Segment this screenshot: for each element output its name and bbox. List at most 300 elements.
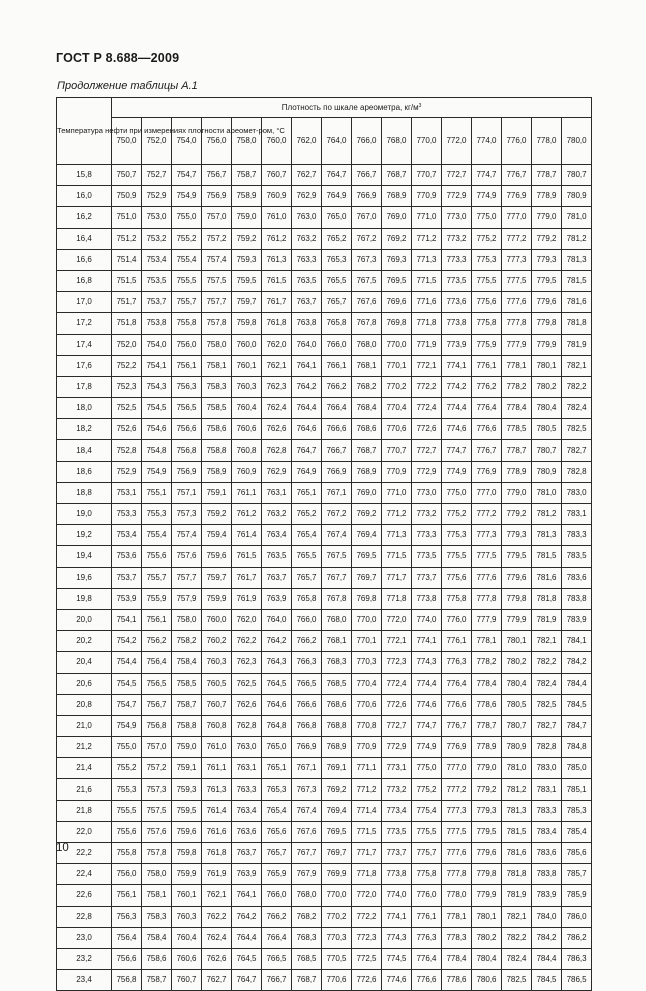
density-value-cell: 783,9 bbox=[562, 609, 592, 630]
temperature-cell: 21,2 bbox=[57, 737, 112, 758]
density-value-cell: 766,6 bbox=[292, 694, 322, 715]
density-value-cell: 763,8 bbox=[292, 313, 322, 334]
density-value-cell: 775,7 bbox=[412, 843, 442, 864]
temperature-cell: 18,0 bbox=[57, 398, 112, 419]
density-value-cell: 781,0 bbox=[562, 207, 592, 228]
density-value-cell: 764,7 bbox=[292, 440, 322, 461]
density-value-cell: 774,3 bbox=[382, 927, 412, 948]
density-value-cell: 780,2 bbox=[532, 376, 562, 397]
density-value-cell: 756,4 bbox=[142, 652, 172, 673]
density-value-cell: 782,1 bbox=[562, 355, 592, 376]
density-value-cell: 777,6 bbox=[442, 843, 472, 864]
density-value-cell: 757,8 bbox=[142, 843, 172, 864]
density-value-cell: 755,2 bbox=[112, 758, 142, 779]
density-value-cell: 783,8 bbox=[532, 864, 562, 885]
density-value-cell: 766,9 bbox=[322, 461, 352, 482]
density-value-cell: 764,9 bbox=[292, 461, 322, 482]
density-value-cell: 779,9 bbox=[472, 885, 502, 906]
density-value-cell: 780,7 bbox=[532, 440, 562, 461]
temperature-cell: 17,4 bbox=[57, 334, 112, 355]
density-value-cell: 767,8 bbox=[352, 313, 382, 334]
density-value-cell: 772,6 bbox=[382, 694, 412, 715]
density-value-cell: 763,5 bbox=[262, 546, 292, 567]
density-value-cell: 776,3 bbox=[412, 927, 442, 948]
density-header-cell: 770,0 bbox=[412, 118, 442, 165]
density-value-cell: 755,5 bbox=[172, 270, 202, 291]
density-value-cell: 774,1 bbox=[382, 906, 412, 927]
density-value-cell: 766,7 bbox=[262, 970, 292, 991]
density-value-cell: 758,4 bbox=[142, 927, 172, 948]
density-value-cell: 756,1 bbox=[142, 609, 172, 630]
density-value-cell: 761,4 bbox=[232, 525, 262, 546]
density-value-cell: 781,3 bbox=[532, 525, 562, 546]
density-value-cell: 761,5 bbox=[232, 546, 262, 567]
density-value-cell: 763,7 bbox=[262, 567, 292, 588]
density-value-cell: 784,0 bbox=[532, 906, 562, 927]
density-value-cell: 771,8 bbox=[352, 864, 382, 885]
density-value-cell: 757,0 bbox=[142, 737, 172, 758]
density-value-cell: 776,1 bbox=[442, 631, 472, 652]
density-value-cell: 775,0 bbox=[472, 207, 502, 228]
density-value-cell: 779,8 bbox=[472, 864, 502, 885]
density-value-cell: 754,7 bbox=[172, 165, 202, 186]
density-value-cell: 764,4 bbox=[232, 927, 262, 948]
density-value-cell: 760,4 bbox=[232, 398, 262, 419]
density-value-cell: 761,2 bbox=[232, 504, 262, 525]
density-value-cell: 766,9 bbox=[352, 186, 382, 207]
density-value-cell: 769,9 bbox=[322, 864, 352, 885]
density-value-cell: 751,7 bbox=[112, 292, 142, 313]
density-value-cell: 757,1 bbox=[172, 482, 202, 503]
density-value-cell: 777,8 bbox=[442, 864, 472, 885]
density-value-cell: 769,0 bbox=[352, 482, 382, 503]
density-value-cell: 764,8 bbox=[262, 715, 292, 736]
density-value-cell: 760,9 bbox=[262, 186, 292, 207]
density-value-cell: 775,2 bbox=[472, 228, 502, 249]
table-row bbox=[57, 419, 592, 440]
density-value-cell: 764,7 bbox=[322, 165, 352, 186]
density-value-cell: 751,4 bbox=[112, 249, 142, 270]
density-value-cell: 775,2 bbox=[412, 779, 442, 800]
density-value-cell: 783,1 bbox=[562, 504, 592, 525]
density-value-cell: 783,3 bbox=[562, 525, 592, 546]
density-value-cell: 763,9 bbox=[232, 864, 262, 885]
density-value-cell: 767,4 bbox=[292, 800, 322, 821]
density-value-cell: 773,2 bbox=[412, 504, 442, 525]
density-value-cell: 756,1 bbox=[112, 885, 142, 906]
temperature-cell: 22,0 bbox=[57, 821, 112, 842]
density-value-cell: 751,5 bbox=[112, 270, 142, 291]
density-value-cell: 768,3 bbox=[292, 927, 322, 948]
density-value-cell: 773,0 bbox=[442, 207, 472, 228]
density-value-cell: 781,2 bbox=[502, 779, 532, 800]
density-value-cell: 780,5 bbox=[502, 694, 532, 715]
density-value-cell: 784,7 bbox=[562, 715, 592, 736]
density-value-cell: 767,7 bbox=[322, 567, 352, 588]
temperature-cell: 20,8 bbox=[57, 694, 112, 715]
density-value-cell: 779,6 bbox=[502, 567, 532, 588]
density-value-cell: 777,6 bbox=[502, 292, 532, 313]
density-header-cell: 776,0 bbox=[502, 118, 532, 165]
density-value-cell: 779,5 bbox=[502, 546, 532, 567]
density-value-cell: 770,2 bbox=[322, 906, 352, 927]
density-value-cell: 766,4 bbox=[262, 927, 292, 948]
temperature-cell: 17,2 bbox=[57, 313, 112, 334]
density-value-cell: 777,8 bbox=[502, 313, 532, 334]
density-value-cell: 761,0 bbox=[262, 207, 292, 228]
density-value-cell: 758,6 bbox=[202, 419, 232, 440]
table-row bbox=[57, 355, 592, 376]
temperature-cell: 20,0 bbox=[57, 609, 112, 630]
density-value-cell: 761,4 bbox=[202, 800, 232, 821]
density-value-cell: 779,5 bbox=[472, 821, 502, 842]
temperature-cell: 21,6 bbox=[57, 779, 112, 800]
density-value-cell: 776,9 bbox=[502, 186, 532, 207]
density-value-cell: 760,0 bbox=[232, 334, 262, 355]
density-value-cell: 784,2 bbox=[532, 927, 562, 948]
density-value-cell: 770,0 bbox=[352, 609, 382, 630]
density-value-cell: 781,5 bbox=[502, 821, 532, 842]
density-value-cell: 783,0 bbox=[562, 482, 592, 503]
density-value-cell: 764,9 bbox=[322, 186, 352, 207]
density-value-cell: 772,7 bbox=[382, 715, 412, 736]
density-value-cell: 763,2 bbox=[262, 504, 292, 525]
density-value-cell: 768,6 bbox=[352, 419, 382, 440]
density-value-cell: 774,6 bbox=[442, 419, 472, 440]
temperature-column-header: Температура нефти при измерениях плотности ареомет-ром, °С bbox=[57, 98, 112, 165]
density-value-cell: 758,3 bbox=[202, 376, 232, 397]
table-row bbox=[57, 461, 592, 482]
density-value-cell: 767,4 bbox=[322, 525, 352, 546]
temperature-cell: 23,0 bbox=[57, 927, 112, 948]
density-value-cell: 767,8 bbox=[322, 588, 352, 609]
density-value-cell: 761,6 bbox=[202, 821, 232, 842]
density-value-cell: 767,6 bbox=[352, 292, 382, 313]
density-value-cell: 772,9 bbox=[382, 737, 412, 758]
density-value-cell: 782,4 bbox=[532, 673, 562, 694]
density-value-cell: 786,5 bbox=[562, 970, 592, 991]
density-value-cell: 780,6 bbox=[472, 970, 502, 991]
density-value-cell: 774,2 bbox=[442, 376, 472, 397]
density-value-cell: 761,9 bbox=[202, 864, 232, 885]
density-header-cell: 756,0 bbox=[202, 118, 232, 165]
density-value-cell: 760,8 bbox=[232, 440, 262, 461]
density-value-cell: 783,4 bbox=[532, 821, 562, 842]
density-value-cell: 764,6 bbox=[262, 694, 292, 715]
density-value-cell: 780,1 bbox=[502, 631, 532, 652]
density-value-cell: 756,8 bbox=[172, 440, 202, 461]
table-row bbox=[57, 567, 592, 588]
density-value-cell: 770,7 bbox=[382, 440, 412, 461]
density-value-cell: 770,6 bbox=[382, 419, 412, 440]
density-value-cell: 768,5 bbox=[292, 948, 322, 969]
density-value-cell: 780,4 bbox=[532, 398, 562, 419]
density-value-cell: 782,5 bbox=[502, 970, 532, 991]
density-value-cell: 769,6 bbox=[382, 292, 412, 313]
density-value-cell: 759,3 bbox=[232, 249, 262, 270]
density-value-cell: 759,1 bbox=[202, 482, 232, 503]
density-value-cell: 786,2 bbox=[562, 927, 592, 948]
density-value-cell: 776,7 bbox=[442, 715, 472, 736]
temperature-cell: 16,4 bbox=[57, 228, 112, 249]
density-value-cell: 780,4 bbox=[502, 673, 532, 694]
table-row bbox=[57, 843, 592, 864]
density-value-cell: 783,3 bbox=[532, 800, 562, 821]
table-row bbox=[57, 737, 592, 758]
temperature-cell: 22,6 bbox=[57, 885, 112, 906]
density-value-cell: 774,9 bbox=[442, 461, 472, 482]
density-value-cell: 771,0 bbox=[382, 482, 412, 503]
density-value-cell: 779,9 bbox=[502, 609, 532, 630]
density-value-cell: 777,6 bbox=[472, 567, 502, 588]
density-value-cell: 758,3 bbox=[142, 906, 172, 927]
density-value-cell: 758,0 bbox=[142, 864, 172, 885]
density-value-cell: 774,4 bbox=[442, 398, 472, 419]
density-value-cell: 758,9 bbox=[232, 186, 262, 207]
density-value-cell: 761,8 bbox=[202, 843, 232, 864]
density-value-cell: 755,4 bbox=[142, 525, 172, 546]
density-value-cell: 770,4 bbox=[352, 673, 382, 694]
density-value-cell: 760,7 bbox=[172, 970, 202, 991]
density-value-cell: 754,1 bbox=[112, 609, 142, 630]
density-value-cell: 752,0 bbox=[112, 334, 142, 355]
density-value-cell: 756,6 bbox=[112, 948, 142, 969]
density-value-cell: 766,7 bbox=[352, 165, 382, 186]
density-value-cell: 756,0 bbox=[112, 864, 142, 885]
temperature-cell: 19,2 bbox=[57, 525, 112, 546]
density-value-cell: 781,9 bbox=[502, 885, 532, 906]
density-value-cell: 780,4 bbox=[472, 948, 502, 969]
density-value-cell: 775,6 bbox=[472, 292, 502, 313]
density-value-cell: 762,9 bbox=[262, 461, 292, 482]
density-value-cell: 774,7 bbox=[472, 165, 502, 186]
density-table bbox=[56, 97, 592, 991]
density-value-cell: 757,6 bbox=[172, 546, 202, 567]
density-value-cell: 771,2 bbox=[382, 504, 412, 525]
density-value-cell: 785,0 bbox=[562, 758, 592, 779]
density-value-cell: 770,6 bbox=[322, 970, 352, 991]
density-value-cell: 759,0 bbox=[172, 737, 202, 758]
density-value-cell: 765,9 bbox=[262, 864, 292, 885]
density-header-cell: 758,0 bbox=[232, 118, 262, 165]
density-value-cell: 779,0 bbox=[502, 482, 532, 503]
table-row bbox=[57, 948, 592, 969]
density-value-cell: 771,6 bbox=[412, 292, 442, 313]
density-value-cell: 770,6 bbox=[352, 694, 382, 715]
density-value-cell: 753,9 bbox=[112, 588, 142, 609]
density-value-cell: 773,1 bbox=[382, 758, 412, 779]
density-value-cell: 751,0 bbox=[112, 207, 142, 228]
density-value-cell: 757,7 bbox=[172, 567, 202, 588]
density-value-cell: 778,9 bbox=[502, 461, 532, 482]
density-value-cell: 773,8 bbox=[412, 588, 442, 609]
density-value-cell: 764,4 bbox=[292, 398, 322, 419]
density-value-cell: 770,7 bbox=[412, 165, 442, 186]
density-value-cell: 750,9 bbox=[112, 186, 142, 207]
density-value-cell: 774,6 bbox=[382, 970, 412, 991]
density-value-cell: 774,9 bbox=[472, 186, 502, 207]
density-group-header bbox=[112, 98, 592, 118]
table-row bbox=[57, 504, 592, 525]
table-row bbox=[57, 800, 592, 821]
density-value-cell: 758,0 bbox=[172, 609, 202, 630]
density-value-cell: 754,4 bbox=[112, 652, 142, 673]
density-value-cell: 780,1 bbox=[472, 906, 502, 927]
density-value-cell: 755,4 bbox=[172, 249, 202, 270]
density-value-cell: 757,3 bbox=[142, 779, 172, 800]
density-value-cell: 766,8 bbox=[292, 715, 322, 736]
density-value-cell: 765,6 bbox=[262, 821, 292, 842]
density-value-cell: 777,9 bbox=[472, 609, 502, 630]
density-value-cell: 765,8 bbox=[322, 313, 352, 334]
density-value-cell: 769,2 bbox=[322, 779, 352, 800]
density-value-cell: 764,1 bbox=[232, 885, 262, 906]
density-value-cell: 781,3 bbox=[502, 800, 532, 821]
density-value-cell: 760,1 bbox=[172, 885, 202, 906]
density-value-cell: 778,5 bbox=[502, 419, 532, 440]
density-value-cell: 774,7 bbox=[442, 440, 472, 461]
density-value-cell: 760,0 bbox=[202, 609, 232, 630]
density-value-cell: 766,9 bbox=[292, 737, 322, 758]
density-value-cell: 779,0 bbox=[472, 758, 502, 779]
density-value-cell: 765,3 bbox=[322, 249, 352, 270]
density-value-cell: 774,1 bbox=[412, 631, 442, 652]
density-header-cell: 764,0 bbox=[322, 118, 352, 165]
density-value-cell: 768,1 bbox=[322, 631, 352, 652]
table-row bbox=[57, 186, 592, 207]
density-value-cell: 758,2 bbox=[172, 631, 202, 652]
temperature-cell: 22,8 bbox=[57, 906, 112, 927]
density-value-cell: 753,7 bbox=[112, 567, 142, 588]
density-value-cell: 761,3 bbox=[262, 249, 292, 270]
density-value-cell: 756,9 bbox=[172, 461, 202, 482]
density-value-cell: 770,9 bbox=[412, 186, 442, 207]
density-value-cell: 769,4 bbox=[352, 525, 382, 546]
density-value-cell: 754,7 bbox=[112, 694, 142, 715]
density-value-cell: 771,5 bbox=[352, 821, 382, 842]
density-value-cell: 765,1 bbox=[292, 482, 322, 503]
density-value-cell: 770,0 bbox=[322, 885, 352, 906]
density-value-cell: 772,1 bbox=[412, 355, 442, 376]
density-value-cell: 782,2 bbox=[502, 927, 532, 948]
table-row bbox=[57, 758, 592, 779]
density-value-cell: 785,1 bbox=[562, 779, 592, 800]
density-value-cell: 762,9 bbox=[292, 186, 322, 207]
density-value-cell: 764,2 bbox=[262, 631, 292, 652]
density-value-cell: 759,6 bbox=[202, 546, 232, 567]
density-value-cell: 782,7 bbox=[532, 715, 562, 736]
table-continuation-caption: Продолжение таблицы А.1 bbox=[57, 80, 198, 92]
density-value-cell: 757,6 bbox=[142, 821, 172, 842]
density-value-cell: 776,4 bbox=[472, 398, 502, 419]
density-value-cell: 754,5 bbox=[142, 398, 172, 419]
density-value-cell: 779,3 bbox=[532, 249, 562, 270]
density-value-cell: 771,4 bbox=[352, 800, 382, 821]
density-value-cell: 780,2 bbox=[502, 652, 532, 673]
density-value-cell: 768,8 bbox=[322, 715, 352, 736]
table-row bbox=[57, 821, 592, 842]
density-value-cell: 769,1 bbox=[322, 758, 352, 779]
density-value-cell: 754,5 bbox=[112, 673, 142, 694]
density-value-cell: 782,2 bbox=[532, 652, 562, 673]
density-header-cell: 778,0 bbox=[532, 118, 562, 165]
density-value-cell: 769,2 bbox=[382, 228, 412, 249]
temperature-cell: 19,8 bbox=[57, 588, 112, 609]
density-value-cell: 771,5 bbox=[412, 270, 442, 291]
density-header-cell: 766,0 bbox=[352, 118, 382, 165]
density-value-cell: 766,5 bbox=[292, 673, 322, 694]
density-value-cell: 785,3 bbox=[562, 800, 592, 821]
density-value-cell: 765,8 bbox=[292, 588, 322, 609]
density-value-cell: 758,1 bbox=[142, 885, 172, 906]
density-value-cell: 768,7 bbox=[352, 440, 382, 461]
density-header-cell: 760,0 bbox=[262, 118, 292, 165]
density-value-cell: 780,7 bbox=[562, 165, 592, 186]
density-value-cell: 764,5 bbox=[232, 948, 262, 969]
density-value-cell: 778,3 bbox=[442, 927, 472, 948]
density-value-cell: 765,7 bbox=[322, 292, 352, 313]
density-value-cell: 761,2 bbox=[262, 228, 292, 249]
density-value-cell: 752,9 bbox=[112, 461, 142, 482]
temperature-cell: 19,4 bbox=[57, 546, 112, 567]
density-value-cell: 759,5 bbox=[232, 270, 262, 291]
density-value-cell: 750,7 bbox=[112, 165, 142, 186]
density-value-cell: 754,0 bbox=[142, 334, 172, 355]
density-value-cell: 782,8 bbox=[532, 737, 562, 758]
density-value-cell: 753,0 bbox=[142, 207, 172, 228]
density-value-cell: 761,1 bbox=[202, 758, 232, 779]
density-value-cell: 768,1 bbox=[352, 355, 382, 376]
density-value-cell: 762,3 bbox=[232, 652, 262, 673]
table-row bbox=[57, 249, 592, 270]
density-value-cell: 771,5 bbox=[382, 546, 412, 567]
density-header-cell: 752,0 bbox=[142, 118, 172, 165]
density-value-cell: 776,1 bbox=[472, 355, 502, 376]
density-value-cell: 762,8 bbox=[262, 440, 292, 461]
density-value-cell: 782,7 bbox=[562, 440, 592, 461]
table-row bbox=[57, 376, 592, 397]
density-value-cell: 778,2 bbox=[472, 652, 502, 673]
density-value-cell: 762,7 bbox=[292, 165, 322, 186]
temperature-cell: 15,8 bbox=[57, 165, 112, 186]
density-value-cell: 772,7 bbox=[442, 165, 472, 186]
density-value-cell: 775,5 bbox=[412, 821, 442, 842]
density-value-cell: 759,9 bbox=[172, 864, 202, 885]
density-value-cell: 771,2 bbox=[412, 228, 442, 249]
density-value-cell: 759,1 bbox=[172, 758, 202, 779]
density-value-cell: 773,4 bbox=[382, 800, 412, 821]
table-row bbox=[57, 970, 592, 991]
table-row bbox=[57, 228, 592, 249]
density-value-cell: 767,3 bbox=[352, 249, 382, 270]
density-value-cell: 772,2 bbox=[352, 906, 382, 927]
density-value-cell: 778,4 bbox=[472, 673, 502, 694]
table-row bbox=[57, 779, 592, 800]
density-value-cell: 769,5 bbox=[352, 546, 382, 567]
table-row bbox=[57, 609, 592, 630]
density-value-cell: 784,5 bbox=[532, 970, 562, 991]
density-value-cell: 768,2 bbox=[352, 376, 382, 397]
density-value-cell: 780,9 bbox=[502, 737, 532, 758]
density-value-cell: 765,5 bbox=[292, 546, 322, 567]
density-value-cell: 779,9 bbox=[532, 334, 562, 355]
density-value-cell: 775,2 bbox=[442, 504, 472, 525]
density-value-cell: 772,5 bbox=[352, 948, 382, 969]
density-value-cell: 773,7 bbox=[412, 567, 442, 588]
density-value-cell: 754,9 bbox=[172, 186, 202, 207]
density-value-cell: 760,6 bbox=[172, 948, 202, 969]
density-value-cell: 778,6 bbox=[472, 694, 502, 715]
